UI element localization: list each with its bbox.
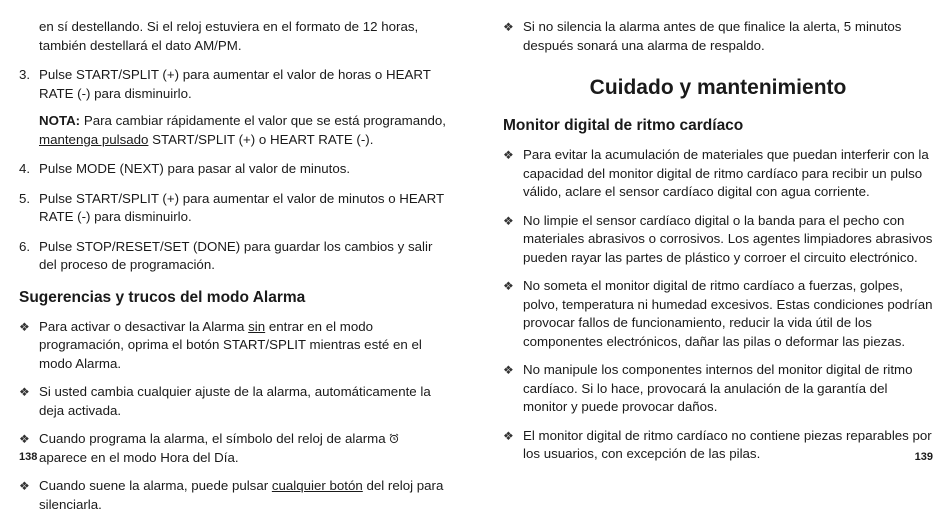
step-text: Pulse START/SPLIT (+) para aumentar el valor de minutos o HEART RATE (-) para disminuirlo. — [39, 190, 444, 224]
note-underlined: mantenga pulsado — [39, 131, 149, 147]
step-6 — [19, 238, 449, 275]
note-text-after: START/SPLIT (+) o HEART RATE (-). — [148, 131, 374, 147]
list-item: ❖ No limpie el sensor cardíaco digital o la banda para el pecho con materiales abrasivos o corrosivos. Los agentes limpiadores abrasivos pueden rayar las partes de plástico y corroer el circuito electrónico. — [503, 212, 933, 265]
list-item: ❖ El monitor digital de ritmo cardíaco no contiene piezas reparables por los usuarios, con excepción de las pilas. — [503, 427, 932, 461]
step-number: 6. — [19, 238, 31, 254]
step-number: 4. — [19, 161, 31, 176]
list-item: ❖ Cuando suene la alarma, puede pulsar cualquier botón del reloj para silenciarla. — [19, 478, 444, 512]
list-item: ❖ Si usted cambia cualquier ajuste de la alarma, automáticamente la deja activada. — [19, 384, 431, 418]
step-text: Pulse STOP/RESET/SET (DONE) para guardar los cambios y salir del proceso de programación. — [39, 238, 433, 272]
list-item: ❖ Para activar o desactivar la Alarma sin entrar en el modo programación, oprima el botón START/SPLIT mientras esté en el modo Alarma. — [19, 318, 422, 371]
page-number-left: 138 — [19, 451, 38, 463]
step-4 — [19, 160, 449, 179]
diamond-bullet-icon: ❖ — [19, 385, 30, 399]
note-text-before: Para cambiar rápidamente el valor que se está programando, — [80, 113, 446, 128]
note-paragraph — [39, 112, 449, 149]
diamond-bullet-icon: ❖ — [503, 428, 514, 443]
diamond-bullet-icon: ❖ — [503, 148, 514, 162]
diamond-bullet-icon: ❖ — [19, 479, 30, 493]
diamond-bullet-icon: ❖ — [503, 363, 514, 377]
alarm-tips-heading: Sugerencias y trucos del modo Alarma — [19, 288, 306, 306]
diamond-bullet-icon: ❖ — [19, 432, 30, 446]
underlined-word: cualquier botón — [271, 478, 363, 493]
alarm-clock-icon — [389, 431, 399, 442]
right-page — [503, 0, 933, 464]
diamond-bullet-icon: ❖ — [19, 319, 30, 334]
list-item: ❖ No someta el monitor digital de ritmo cardíaco a fuerzas, golpes, polvo, temperatura ni humedad excesivos. Estas condiciones podrían provocar fallos de funcionamiento, reducir la vida útil de los componentes electrónicos, dañar las pilas o deformar las piezas. — [503, 278, 933, 349]
list-item: ❖ Cuando programa la alarma, el símbolo del reloj de alarma aparece en el modo Hora del Día. — [19, 430, 449, 467]
step-number: 3. — [19, 67, 31, 82]
diamond-bullet-icon: ❖ — [503, 213, 514, 228]
monitor-heading: Monitor digital de ritmo cardíaco — [503, 117, 744, 134]
list-item: ❖ Si no silencia la alarma antes de que finalice la alerta, 5 minutos después sonará una alarma de respaldo. — [503, 19, 902, 53]
note-label: NOTA: — [39, 113, 81, 128]
page-number-right: 139 — [914, 451, 933, 463]
step-number: 5. — [19, 190, 31, 206]
step-3 — [19, 66, 449, 103]
continuation-paragraph: en sí destellando. Si el reloj estuviera en el formato de 12 horas, también destellará el dato AM/PM. — [39, 19, 419, 53]
left-page — [19, 0, 449, 514]
step-5 — [19, 190, 449, 227]
underlined-word: sin — [248, 318, 266, 334]
list-item: ❖ Para evitar la acumulación de materiales que puedan interferir con la capacidad del monitor digital de ritmo cardíaco para recibir un pulso válido, aclare el sensor cardíaco digital con agua corriente. — [503, 147, 929, 199]
diamond-bullet-icon: ❖ — [503, 279, 514, 293]
list-item: ❖ No manipule los componentes internos del monitor digital de ritmo cardíaco. Si lo hace, provocará la anulación de la garantía del monitor y puede provocar daños. — [503, 362, 913, 414]
diamond-bullet-icon: ❖ — [503, 20, 514, 34]
step-text: Pulse MODE (NEXT) para pasar al valor de minutos. — [39, 161, 351, 176]
step-text: Pulse START/SPLIT (+) para aumentar el valor de horas o HEART RATE (-) para disminuirlo. — [39, 67, 431, 101]
section-title: Cuidado y mantenimiento — [589, 76, 847, 99]
